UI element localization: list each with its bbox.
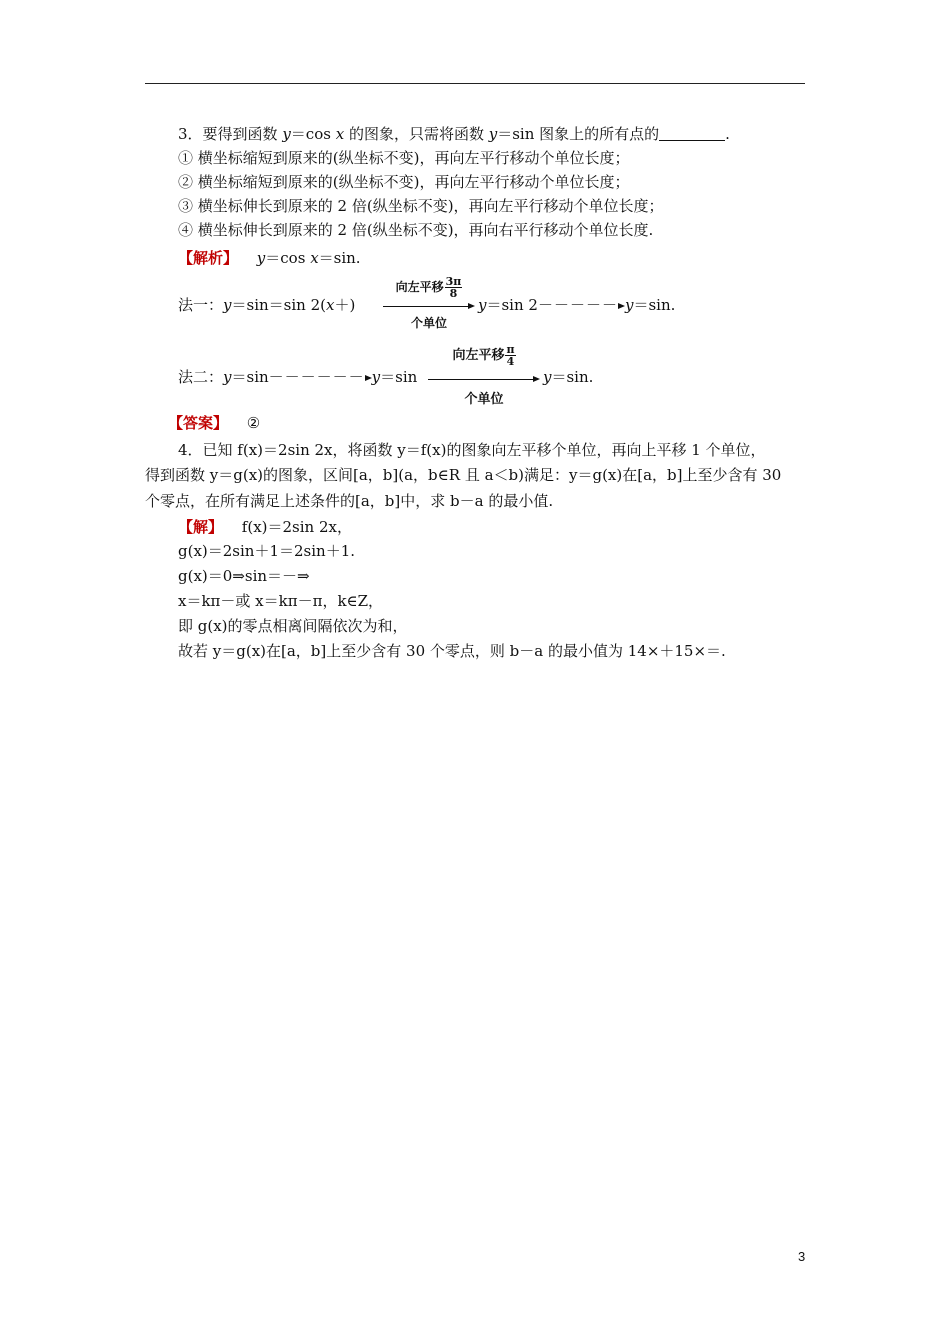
q3-option-3: ③ 横坐标伸长到原来的 2 倍(纵坐标不变)，再向左平行移动个单位长度； bbox=[178, 197, 664, 215]
method1-arrow-text: 向左平移 bbox=[395, 280, 444, 294]
method1-var: y bbox=[624, 296, 634, 314]
method2-arrow-label-top bbox=[428, 344, 540, 367]
q3-option-2: ② 横坐标缩短到原来的(纵坐标不变)，再向左平行移动个单位长度； bbox=[178, 173, 630, 191]
q3-stem-end: . bbox=[725, 125, 730, 143]
q3-option-4: ④ 横坐标伸长到原来的 2 倍(纵坐标不变)，再向右平行移动个单位长度. bbox=[178, 221, 654, 239]
answer-blank bbox=[659, 126, 725, 141]
arrow-head-icon bbox=[468, 303, 475, 309]
method2-text: ＝sin bbox=[380, 368, 418, 386]
method1-label: 法一： bbox=[178, 296, 224, 314]
method2-right bbox=[543, 367, 593, 387]
method2-label: 法二： bbox=[178, 368, 224, 386]
solution-line: g(x)＝2sin＋1＝2sin＋1. bbox=[178, 542, 356, 560]
method1-left bbox=[178, 295, 355, 315]
q3-var: y bbox=[488, 125, 498, 143]
method2-arrow-label-bottom: 个单位 bbox=[464, 392, 504, 407]
method1-right bbox=[478, 295, 675, 315]
method1-text: ＝sin. bbox=[633, 296, 676, 314]
q3-stem-text: ＝cos bbox=[290, 125, 336, 143]
fraction bbox=[445, 276, 463, 299]
arrow-head-icon bbox=[533, 376, 540, 382]
arrow-shaft bbox=[428, 379, 534, 380]
method2-var: y bbox=[543, 368, 552, 386]
analysis-text: ＝cos bbox=[265, 249, 311, 267]
q3-stem bbox=[178, 124, 730, 144]
q3-var: y bbox=[282, 125, 291, 143]
arrow-head-icon bbox=[618, 303, 625, 309]
q4-line-3: 个零点，在所有满足上述条件的[a，b]中，求 b－a 的最小值. bbox=[145, 492, 554, 510]
page-number: 3 bbox=[798, 1249, 806, 1264]
header-rule bbox=[145, 83, 805, 84]
q3-stem-text: 的图象，只需将函数 bbox=[344, 125, 489, 143]
analysis-line bbox=[178, 248, 361, 268]
method1-var: y bbox=[223, 296, 232, 314]
analysis-var: x bbox=[310, 249, 319, 267]
method2-text: ＝sin. bbox=[551, 368, 594, 386]
answer-tag: 【答案】 bbox=[168, 414, 229, 432]
method2-left bbox=[178, 367, 417, 387]
analysis-var: y bbox=[256, 249, 266, 267]
fraction-denominator: 8 bbox=[449, 287, 458, 300]
solution-line: x＝kπ－或 x＝kπ－π，k∈Z， bbox=[178, 592, 384, 610]
q4-line-2: 得到函数 y＝g(x)的图象，区间[a，b](a，b∈R 且 a＜b)满足：y＝g(x)在[a，b]上至少含有 30 bbox=[145, 466, 782, 484]
solution-line: 即 g(x)的零点相离间隔依次为和， bbox=[178, 617, 408, 635]
method1-text: ＝sin＝sin 2( bbox=[231, 296, 326, 314]
q3-stem-text: 3．要得到函数 bbox=[178, 125, 283, 143]
method1-arrow-label-top bbox=[383, 276, 475, 299]
answer-value: ② bbox=[246, 414, 261, 432]
arrow-head-icon bbox=[365, 375, 372, 381]
analysis-text: ＝sin. bbox=[318, 249, 361, 267]
method2-var: y bbox=[223, 368, 232, 386]
answer-line bbox=[168, 413, 260, 433]
analysis-tag: 【解析】 bbox=[178, 249, 239, 267]
fraction bbox=[505, 344, 515, 367]
method2-text: ＝sin bbox=[231, 368, 269, 386]
method2-dashed-arrow: －－－－－－ bbox=[268, 368, 365, 386]
solution-line: f(x)＝2sin 2x， bbox=[241, 518, 352, 536]
method1-transform-arrow bbox=[383, 276, 475, 334]
method1-text: ＝sin 2 bbox=[486, 296, 538, 314]
method1-arrow-label-bottom: 个单位 bbox=[410, 316, 447, 330]
method2-arrow-text: 向左平移 bbox=[452, 348, 505, 363]
fraction-numerator: 3π bbox=[445, 275, 462, 288]
method1-var: y bbox=[478, 296, 487, 314]
solution-line: 故若 y＝g(x)在[a，b]上至少含有 30 个零点，则 b－a 的最小值为 14×＋15×＝. bbox=[178, 642, 726, 660]
method1-dashed-arrow: －－－－－ bbox=[537, 296, 618, 314]
arrow-shaft bbox=[383, 306, 469, 307]
q3-stem-text: ＝sin 图象上的所有点的 bbox=[497, 125, 660, 143]
method1-text: ＋) bbox=[334, 296, 356, 314]
fraction-numerator: π bbox=[506, 343, 515, 356]
method2-transform-arrow bbox=[428, 344, 540, 408]
solution-tag: 【解】 bbox=[178, 518, 224, 536]
q4-line-1: 4．已知 f(x)＝2sin 2x，将函数 y＝f(x)的图象向左平移个单位，再向上平移 1 个单位， bbox=[178, 441, 766, 459]
method1-var: x bbox=[325, 296, 335, 314]
fraction-denominator: 4 bbox=[506, 355, 515, 368]
q3-option-1: ① 横坐标缩短到原来的(纵坐标不变)，再向左平行移动个单位长度； bbox=[178, 149, 630, 167]
solution-line: g(x)＝0⇒sin＝－⇒ bbox=[178, 567, 310, 585]
q3-var: x bbox=[335, 125, 345, 143]
q4-solution-header bbox=[178, 517, 352, 537]
method2-var: y bbox=[371, 368, 381, 386]
